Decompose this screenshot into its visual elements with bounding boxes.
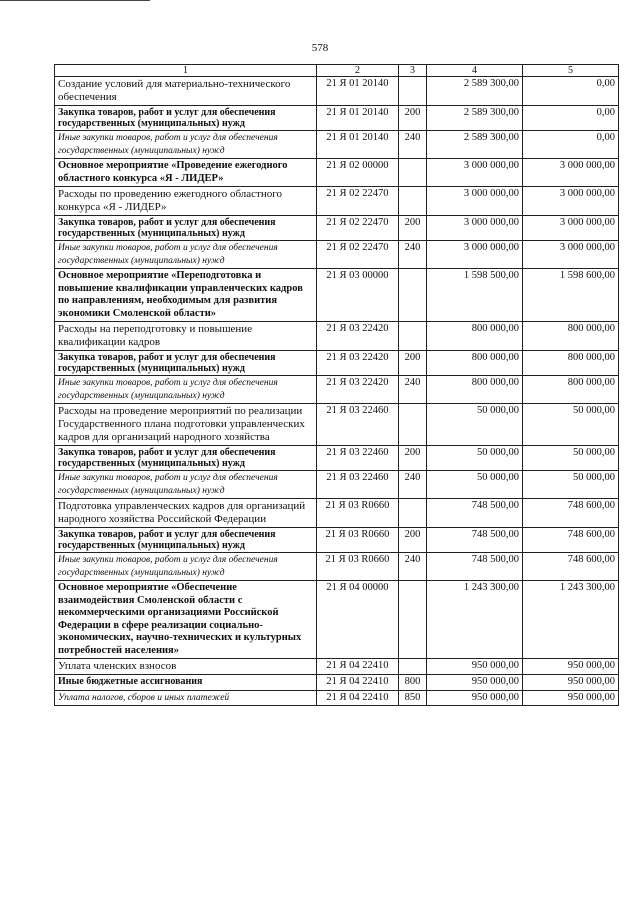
row-amount-2-cell: 1 598 600,00 [523,269,619,322]
row-amount-2-cell: 3 000 000,00 [523,216,619,241]
row-expense-type-cell: 240 [399,376,427,404]
table-row [55,528,619,553]
row-code-cell: 21 Я 02 22470 [317,241,399,269]
row-code-cell: 21 Я 02 22470 [317,187,399,216]
row-amount-2-cell: 3 000 000,00 [523,241,619,269]
row-code-cell: 21 Я 02 22470 [317,216,399,241]
row-code-cell: 21 Я 03 22460 [317,404,399,446]
row-amount-1-cell: 800 000,00 [427,351,523,376]
table-row [55,269,619,322]
table-row [55,216,619,241]
table-row [55,187,619,216]
row-amount-1-cell: 50 000,00 [427,404,523,446]
row-code-cell: 21 Я 02 00000 [317,159,399,187]
row-expense-type-cell [399,77,427,106]
row-amount-2-cell: 800 000,00 [523,376,619,404]
row-name-cell: Иные закупки товаров, работ и услуг для обеспечения государственных (муниципальных) нужд [55,376,317,404]
row-amount-2-cell: 50 000,00 [523,446,619,471]
row-amount-2-cell: 748 600,00 [523,553,619,581]
row-code-cell: 21 Я 01 20140 [317,106,399,131]
row-amount-2-cell: 0,00 [523,131,619,159]
row-amount-1-cell: 950 000,00 [427,659,523,675]
row-amount-2-cell: 800 000,00 [523,322,619,351]
row-name-cell: Основное мероприятие «Переподготовка и повышение квалификации управленческих кадров по направлениям, необходимым для развития экономики Смоленской области» [55,269,317,322]
row-code-cell: 21 Я 03 22420 [317,351,399,376]
row-amount-1-cell: 748 500,00 [427,553,523,581]
row-name-cell: Иные закупки товаров, работ и услуг для обеспечения государственных (муниципальных) нужд [55,471,317,499]
column-header-4: 4 [427,65,523,77]
table-row [55,106,619,131]
row-expense-type-cell: 850 [399,690,427,706]
row-expense-type-cell [399,404,427,446]
row-name-cell: Основное мероприятие «Проведение ежегодного областного конкурса «Я - ЛИДЕР» [55,159,317,187]
row-name-cell: Закупка товаров, работ и услуг для обеспечения государственных (муниципальных) нужд [55,351,317,376]
page-number: 578 [311,42,329,54]
budget-table [54,64,619,706]
row-amount-2-cell: 0,00 [523,106,619,131]
row-amount-2-cell: 748 600,00 [523,499,619,528]
table-row [55,77,619,106]
row-code-cell: 21 Я 03 22420 [317,376,399,404]
row-amount-1-cell: 50 000,00 [427,446,523,471]
row-amount-1-cell: 3 000 000,00 [427,159,523,187]
row-expense-type-cell [399,499,427,528]
row-amount-1-cell: 1 243 300,00 [427,581,523,659]
row-name-cell: Иные закупки товаров, работ и услуг для обеспечения государственных (муниципальных) нужд [55,131,317,159]
row-code-cell: 21 Я 03 R0660 [317,553,399,581]
row-code-cell: 21 Я 03 00000 [317,269,399,322]
row-expense-type-cell [399,659,427,675]
row-amount-1-cell: 950 000,00 [427,690,523,706]
table-row [55,659,619,675]
row-expense-type-cell: 240 [399,471,427,499]
row-amount-1-cell: 2 589 300,00 [427,131,523,159]
scan-edge-line [0,0,150,1]
table-row [55,690,619,706]
row-name-cell: Иные закупки товаров, работ и услуг для обеспечения государственных (муниципальных) нужд [55,553,317,581]
row-expense-type-cell [399,159,427,187]
row-amount-2-cell: 1 243 300,00 [523,581,619,659]
table-row [55,499,619,528]
table-row [55,675,619,691]
row-amount-2-cell: 748 600,00 [523,528,619,553]
row-name-cell: Иные закупки товаров, работ и услуг для обеспечения государственных (муниципальных) нужд [55,241,317,269]
row-expense-type-cell [399,581,427,659]
column-header-3: 3 [399,65,427,77]
column-header-5: 5 [523,65,619,77]
table-row [55,351,619,376]
row-code-cell: 21 Я 04 22410 [317,659,399,675]
table-row [55,553,619,581]
row-name-cell: Расходы на проведение мероприятий по реализации Государственного плана подготовки управленческих кадров для организаций народного хозяйства [55,404,317,446]
row-code-cell: 21 Я 03 22420 [317,322,399,351]
row-expense-type-cell: 200 [399,351,427,376]
row-code-cell: 21 Я 04 22410 [317,675,399,691]
row-amount-2-cell: 800 000,00 [523,351,619,376]
row-name-cell: Основное мероприятие «Обеспечение взаимодействия Смоленской области с некоммерческими организациями Российской Федерации в сфере реализации социально-экономических, научно-технических и культурных потребностей населения» [55,581,317,659]
row-amount-1-cell: 950 000,00 [427,675,523,691]
table-row [55,322,619,351]
table-row [55,446,619,471]
row-amount-2-cell: 950 000,00 [523,690,619,706]
row-amount-2-cell: 50 000,00 [523,471,619,499]
row-expense-type-cell [399,269,427,322]
column-header-2: 2 [317,65,399,77]
row-amount-1-cell: 3 000 000,00 [427,187,523,216]
row-expense-type-cell: 200 [399,106,427,131]
row-expense-type-cell [399,187,427,216]
row-code-cell: 21 Я 01 20140 [317,77,399,106]
row-name-cell: Закупка товаров, работ и услуг для обеспечения государственных (муниципальных) нужд [55,528,317,553]
row-expense-type-cell [399,322,427,351]
row-amount-1-cell: 2 589 300,00 [427,106,523,131]
row-code-cell: 21 Я 04 00000 [317,581,399,659]
row-amount-1-cell: 3 000 000,00 [427,216,523,241]
table-row [55,241,619,269]
row-amount-1-cell: 1 598 500,00 [427,269,523,322]
row-amount-2-cell: 50 000,00 [523,404,619,446]
row-name-cell: Закупка товаров, работ и услуг для обеспечения государственных (муниципальных) нужд [55,106,317,131]
table-row [55,376,619,404]
row-amount-1-cell: 50 000,00 [427,471,523,499]
table-row [55,131,619,159]
row-code-cell: 21 Я 04 22410 [317,690,399,706]
row-code-cell: 21 Я 03 22460 [317,446,399,471]
row-amount-2-cell: 950 000,00 [523,675,619,691]
row-amount-2-cell: 3 000 000,00 [523,187,619,216]
row-name-cell: Расходы по проведению ежегодного областного конкурса «Я - ЛИДЕР» [55,187,317,216]
row-amount-2-cell: 0,00 [523,77,619,106]
row-name-cell: Уплата налогов, сборов и иных платежей [55,690,317,706]
row-name-cell: Подготовка управленческих кадров для организаций народного хозяйства Российской Федерации [55,499,317,528]
column-header-1: 1 [55,65,317,77]
table-body [55,77,619,706]
row-amount-2-cell: 3 000 000,00 [523,159,619,187]
header-row [55,65,619,77]
row-name-cell: Иные бюджетные ассигнования [55,675,317,691]
row-code-cell: 21 Я 03 22460 [317,471,399,499]
row-name-cell: Расходы на переподготовку и повышение квалификации кадров [55,322,317,351]
row-code-cell: 21 Я 03 R0660 [317,499,399,528]
row-name-cell: Закупка товаров, работ и услуг для обеспечения государственных (муниципальных) нужд [55,446,317,471]
row-amount-1-cell: 748 500,00 [427,528,523,553]
table-row [55,159,619,187]
row-amount-2-cell: 950 000,00 [523,659,619,675]
row-expense-type-cell: 800 [399,675,427,691]
row-amount-1-cell: 2 589 300,00 [427,77,523,106]
row-expense-type-cell: 240 [399,241,427,269]
row-name-cell: Создание условий для материально-технического обеспечения [55,77,317,106]
row-expense-type-cell: 240 [399,553,427,581]
row-name-cell: Уплата членских взносов [55,659,317,675]
row-amount-1-cell: 800 000,00 [427,376,523,404]
row-code-cell: 21 Я 01 20140 [317,131,399,159]
row-amount-1-cell: 748 500,00 [427,499,523,528]
table-row [55,581,619,659]
row-expense-type-cell: 200 [399,446,427,471]
table-row [55,404,619,446]
row-expense-type-cell: 240 [399,131,427,159]
row-expense-type-cell: 200 [399,528,427,553]
row-name-cell: Закупка товаров, работ и услуг для обеспечения государственных (муниципальных) нужд [55,216,317,241]
row-amount-1-cell: 3 000 000,00 [427,241,523,269]
row-code-cell: 21 Я 03 R0660 [317,528,399,553]
table-row [55,471,619,499]
row-expense-type-cell: 200 [399,216,427,241]
row-amount-1-cell: 800 000,00 [427,322,523,351]
